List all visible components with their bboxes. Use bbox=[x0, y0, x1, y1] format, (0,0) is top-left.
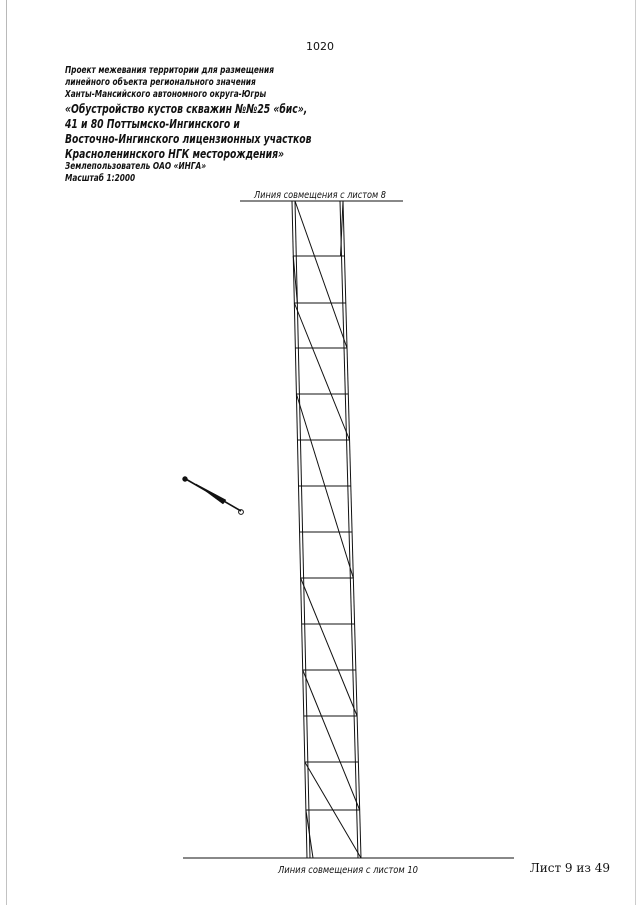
title-line-7: Красноленинского НГК месторождения» bbox=[65, 146, 285, 161]
strip-diagonal-line bbox=[295, 201, 347, 348]
strip-diagonal-line bbox=[294, 303, 349, 440]
page-number: 1020 bbox=[306, 40, 334, 53]
strip-diagonal-line bbox=[301, 578, 358, 716]
title-line-9: Масштаб 1:2000 bbox=[65, 173, 136, 184]
strip-diagonal-line bbox=[303, 670, 360, 810]
strip-left-edge bbox=[292, 201, 307, 858]
title-line-5: 41 и 80 Поттымско-Ингинского и bbox=[65, 116, 240, 131]
strip-right-edge-inner bbox=[340, 201, 358, 858]
title-line-1: Проект межевания территории для размещения bbox=[65, 65, 274, 76]
title-line-3: Ханты-Мансийского автономного округа-Югры bbox=[65, 89, 267, 100]
title-line-2: линейного объекта регионального значения bbox=[65, 77, 256, 88]
corridor-strip bbox=[292, 201, 361, 858]
north-arrow-icon bbox=[183, 477, 244, 515]
sheet-label: Лист 9 из 49 bbox=[529, 861, 610, 875]
title-line-6: Восточно-Ингинского лицензионных участков bbox=[65, 131, 312, 146]
title-line-8: Землепользователь ОАО «ИНГА» bbox=[65, 161, 207, 172]
top-match-label: Линия совмещения с листом 8 bbox=[253, 190, 386, 201]
strip-right-edge bbox=[343, 201, 361, 858]
bottom-match-label: Линия совмещения с листом 10 bbox=[277, 865, 418, 876]
title-line-4: «Обустройство кустов скважин №№25 «бис», bbox=[65, 101, 308, 116]
